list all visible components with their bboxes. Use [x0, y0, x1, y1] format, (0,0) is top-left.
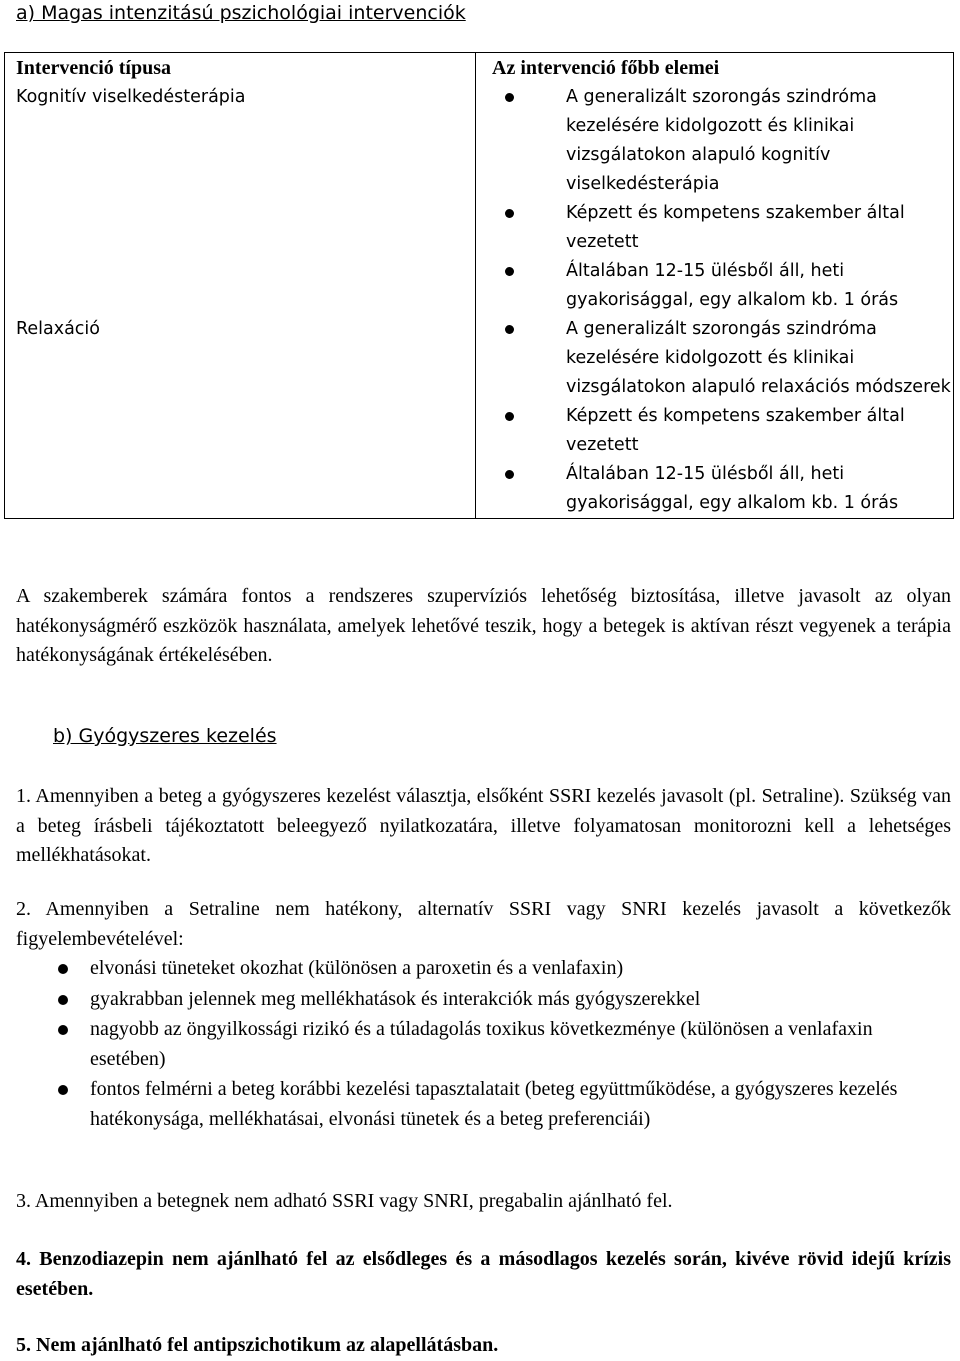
header-cell-elements [476, 53, 954, 84]
elements-list [476, 315, 953, 518]
list-item: elvonási tüneteket okozhat (különösen a paroxetin és a venlafaxin) [90, 954, 950, 984]
point-4: 4. Benzodiazepin nem ajánlható fel az elsődleges és a másodlagos kezelés során, kivéve rövid idejű krízis esetében. [16, 1248, 951, 1300]
point-2-list [90, 954, 950, 1135]
list-item: Általában 12-15 ülésből áll, heti gyakorisággal, egy alkalom kb. 1 órás [566, 460, 951, 518]
point-2: 2. Amennyiben a Setraline nem hatékony, alternatív SSRI vagy SNRI kezelés javasolt a következők figyelembevételével: [16, 898, 951, 950]
header-elements-label: Az intervenció főbb elemei [492, 57, 720, 79]
list-item: fontos felmérni a beteg korábbi kezelési tapasztalatait (beteg együttműködése, a gyógyszeres kezelés hatékonysága, mellékhatásai, elvonási tünetek és a beteg preferenciái) [90, 1075, 950, 1134]
table-header-row [5, 53, 954, 84]
intervention-table [4, 52, 954, 519]
list-item: Általában 12-15 ülésből áll, heti gyakorisággal, egy alkalom kb. 1 órás [566, 257, 951, 315]
point-3: 3. Amennyiben a betegnek nem adható SSRI vagy SNRI, pregabalin ajánlható fel. [16, 1190, 673, 1212]
list-item: A generalizált szorongás szindróma kezelésére kidolgozott és klinikai vizsgálatokon alapuló kognitív viselkedésterápia [566, 83, 951, 199]
list-item: A generalizált szorongás szindróma kezelésére kidolgozott és klinikai vizsgálatokon alapuló relaxációs módszerek [566, 315, 951, 402]
list-item: nagyobb az öngyilkossági rizikó és a túladagolás toxikus következménye (különösen a venlafaxin esetében) [90, 1015, 950, 1074]
type-cell [5, 83, 476, 315]
elements-list [476, 83, 953, 315]
intervention-type: Kognitív viselkedésterápia [16, 87, 246, 107]
supervision-paragraph: A szakemberek számára fontos a rendszeres szupervíziós lehetőség biztosítása, illetve javasolt az olyan hatékonyságmérő eszközök használata, amelyek lehetővé teszik, hogy a betegek is aktívan részt vegyenek a terápia hatékonyságának értékelésében. [16, 585, 951, 666]
list-item: Képzett és kompetens szakember által vezetett [566, 402, 951, 460]
section-b-title: b) Gyógyszeres kezelés [53, 725, 277, 747]
type-cell [5, 315, 476, 519]
point-5: 5. Nem ajánlható fel antipszichotikum az alapellátásban. [16, 1334, 499, 1356]
elements-cell [476, 315, 954, 519]
elements-cell [476, 83, 954, 315]
point-1: 1. Amennyiben a beteg a gyógyszeres kezelést választja, elsőként SSRI kezelés javasolt (pl. Setraline). Szükség van a beteg írásbeli tájékoztatott beleegyező nyilatkozatára, illetve folyamatosan monitorozni kell a lehetséges mellékhatásokat. [16, 785, 951, 866]
table-row [5, 315, 954, 519]
header-type-label: Intervenció típusa [16, 57, 171, 79]
table-row [5, 83, 954, 315]
section-a-title: a) Magas intenzitású pszichológiai intervenciók [16, 2, 466, 24]
intervention-type: Relaxáció [16, 319, 100, 339]
header-cell-type [5, 53, 476, 84]
list-item: Képzett és kompetens szakember által vezetett [566, 199, 951, 257]
list-item: gyakrabban jelennek meg mellékhatások és interakciók más gyógyszerekkel [90, 985, 950, 1015]
